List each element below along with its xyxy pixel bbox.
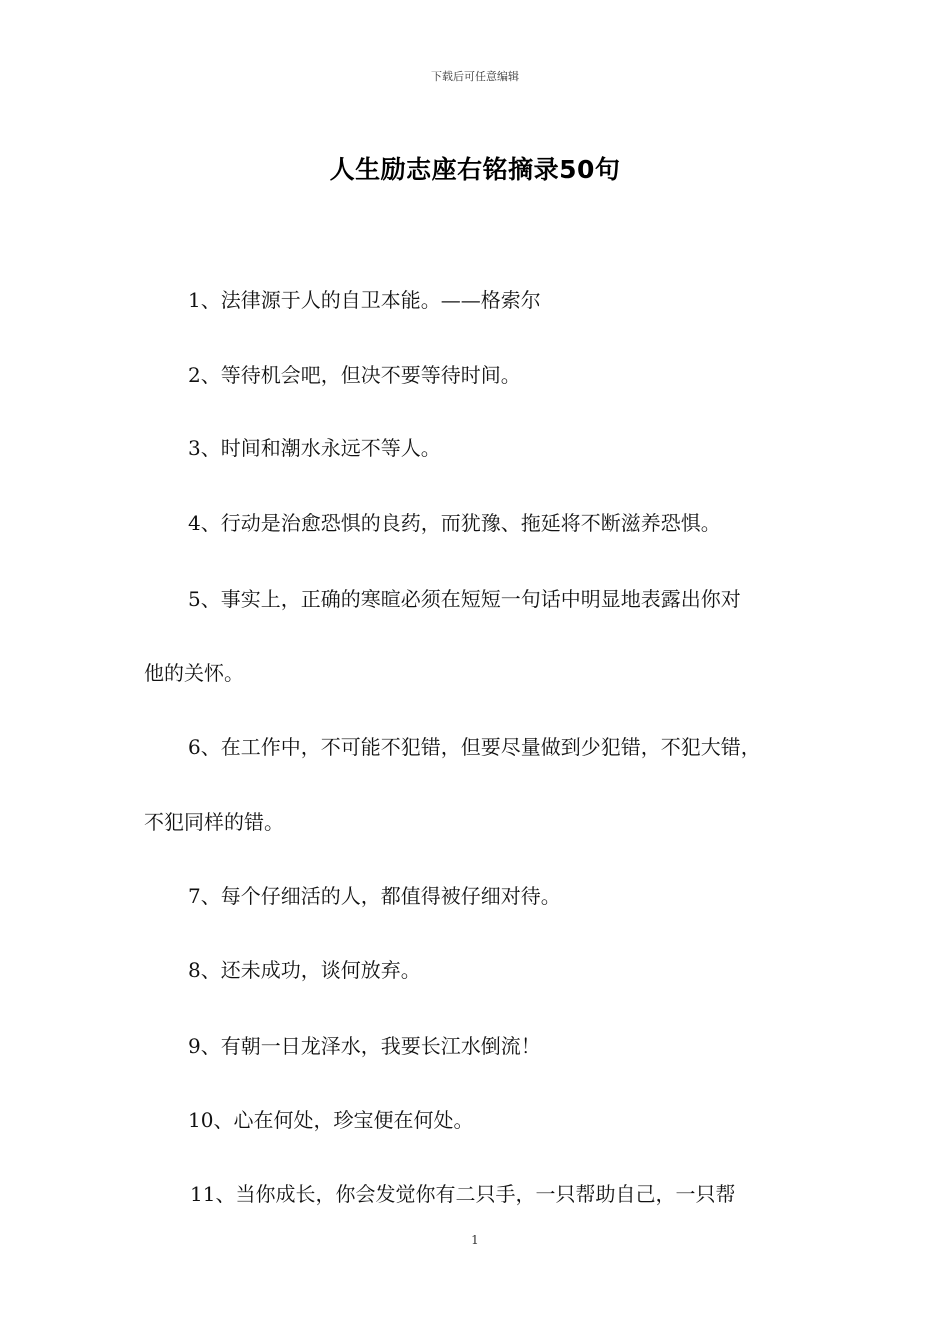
quote-line-9: 9、有朝一日龙泽水，我要长江水倒流！ — [188, 1034, 541, 1058]
quote-line-10: 10、心在何处，珍宝便在何处。 — [188, 1108, 474, 1132]
quote-line-11: 11、当你成长，你会发觉你有二只手，一只帮助自己，一只帮 — [190, 1182, 736, 1206]
quote-line-5-continued: 他的关怀。 — [144, 661, 244, 685]
quote-line-7: 7、每个仔细活的人，都值得被仔细对待。 — [188, 884, 561, 908]
quote-line-8: 8、还未成功，谈何放弃。 — [188, 958, 421, 982]
quote-line-6: 6、在工作中，不可能不犯错，但要尽量做到少犯错，不犯大错， — [188, 735, 761, 759]
page-number: 1 — [471, 1233, 479, 1247]
document-title: 人生励志座右铭摘录50句 — [329, 155, 621, 184]
quote-line-2: 2、等待机会吧，但决不要等待时间。 — [188, 363, 521, 387]
quote-line-3: 3、时间和潮水永远不等人。 — [188, 436, 441, 460]
quote-line-4: 4、行动是治愈恐惧的良药，而犹豫、拖延将不断滋养恐惧。 — [188, 511, 721, 535]
quote-line-1: 1、法律源于人的自卫本能。——格索尔 — [188, 288, 541, 312]
quote-line-6-continued: 不犯同样的错。 — [144, 810, 284, 834]
download-note: 下载后可任意编辑 — [431, 70, 519, 83]
quote-line-5: 5、事实上，正确的寒暄必须在短短一句话中明显地表露出你对 — [188, 587, 741, 611]
